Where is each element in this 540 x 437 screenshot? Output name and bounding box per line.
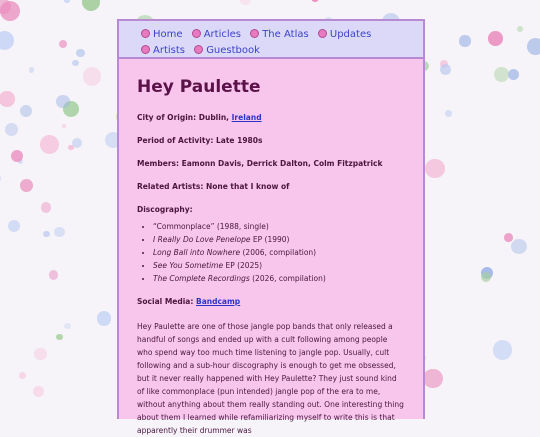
flower-decoration xyxy=(62,124,66,128)
origin-field: City of Origin: Dublin, Ireland xyxy=(137,113,262,122)
nav-artists[interactable]: Artists xyxy=(141,43,185,59)
flower-decoration xyxy=(56,334,62,340)
page-title: Hey Paulette xyxy=(137,77,261,97)
flower-decoration xyxy=(494,67,509,82)
flower-decoration xyxy=(425,159,444,178)
article-body: Hey Paulette are one of those jangle pop bands that only released a handful of songs and ended up with a cult following among people who spend way too much time listening to jangle pop. Usually, cult following and a sub-hour discography is enough to get me obsessed, but it never really happened with Hey Paulette? They just sound kind of like commonplace (pun intended) jangle pop of the era to me, without anything about them really standing out. One interesting thing about them I learned while refamiliarizing myself to write this is that apparently their drummer was xyxy=(137,322,404,435)
period-field: Period of Activity: Late 1980s xyxy=(137,136,263,145)
flower-decoration xyxy=(511,239,526,254)
social-field: Social Media: Bandcamp xyxy=(137,297,241,306)
flower-decoration xyxy=(11,150,23,162)
flower-decoration xyxy=(459,35,470,46)
flower-decoration xyxy=(5,123,18,136)
flower-decoration xyxy=(0,31,14,51)
flower-decoration xyxy=(54,227,65,238)
flower-bullet-icon xyxy=(250,29,259,38)
flower-bullet-icon xyxy=(141,45,150,54)
nav-home[interactable]: Home xyxy=(141,27,183,43)
flower-decoration xyxy=(508,69,519,80)
flower-decoration xyxy=(445,110,452,117)
flower-decoration xyxy=(33,386,44,397)
flower-decoration xyxy=(83,67,102,86)
flower-decoration xyxy=(240,0,252,5)
related-field: Related Artists: None that I know of xyxy=(137,182,290,191)
flower-decoration xyxy=(59,40,68,49)
members-field: Members: Eamonn Davis, Derrick Dalton, Colm Fitzpatrick xyxy=(137,159,383,168)
flower-decoration xyxy=(34,348,46,360)
article-content xyxy=(119,59,423,437)
nav-articles[interactable]: Articles xyxy=(192,27,241,43)
flower-decoration xyxy=(0,174,1,183)
flower-decoration xyxy=(20,179,33,192)
flower-decoration xyxy=(527,38,540,55)
nav-updates[interactable]: Updates xyxy=(318,27,371,43)
flower-decoration xyxy=(8,220,20,232)
nav-the-atlas[interactable]: The Atlas xyxy=(250,27,308,43)
flower-bullet-icon xyxy=(141,29,150,38)
flower-bullet-icon xyxy=(194,45,203,54)
flower-decoration xyxy=(49,270,58,279)
flower-bullet-icon xyxy=(192,29,201,38)
flower-decoration xyxy=(423,369,442,388)
flower-decoration xyxy=(82,0,100,11)
discography-list xyxy=(137,220,405,285)
top-nav xyxy=(119,21,423,59)
flower-decoration xyxy=(72,60,79,67)
flower-decoration xyxy=(517,26,523,32)
flower-decoration xyxy=(493,340,512,359)
flower-decoration xyxy=(40,135,59,154)
flower-decoration xyxy=(20,105,32,117)
flower-decoration xyxy=(64,323,71,330)
discography-item: • I Really Do Love Penelope EP (1990) xyxy=(153,233,405,246)
flower-decoration xyxy=(19,372,26,379)
flower-decoration xyxy=(41,202,51,212)
flower-decoration xyxy=(481,272,491,282)
flower-decoration xyxy=(488,31,503,46)
flower-decoration xyxy=(0,91,15,106)
discography-item: • “Commonplace” (1988, single) xyxy=(153,220,405,233)
bandcamp-link[interactable]: Bandcamp xyxy=(196,297,241,306)
discography-item: • See You Sometime EP (2025) xyxy=(153,259,405,272)
discography-item: • The Complete Recordings (2026, compilation) xyxy=(153,272,405,285)
flower-bullet-icon xyxy=(318,29,327,38)
flower-decoration xyxy=(64,0,70,3)
flower-decoration xyxy=(29,67,34,72)
flower-decoration xyxy=(0,1,20,21)
flower-decoration xyxy=(97,311,111,325)
flower-decoration xyxy=(311,0,319,2)
origin-country-link[interactable]: Ireland xyxy=(231,113,262,122)
main-page xyxy=(117,19,425,435)
discography-heading: Discography: xyxy=(137,205,193,214)
nav-guestbook[interactable]: Guestbook xyxy=(194,43,260,59)
discography-item: • Long Ball into Nowhere (2006, compilation) xyxy=(153,246,405,259)
flower-decoration xyxy=(72,138,82,148)
flower-decoration xyxy=(76,49,85,58)
flower-decoration xyxy=(43,231,50,238)
flower-decoration xyxy=(440,64,450,74)
